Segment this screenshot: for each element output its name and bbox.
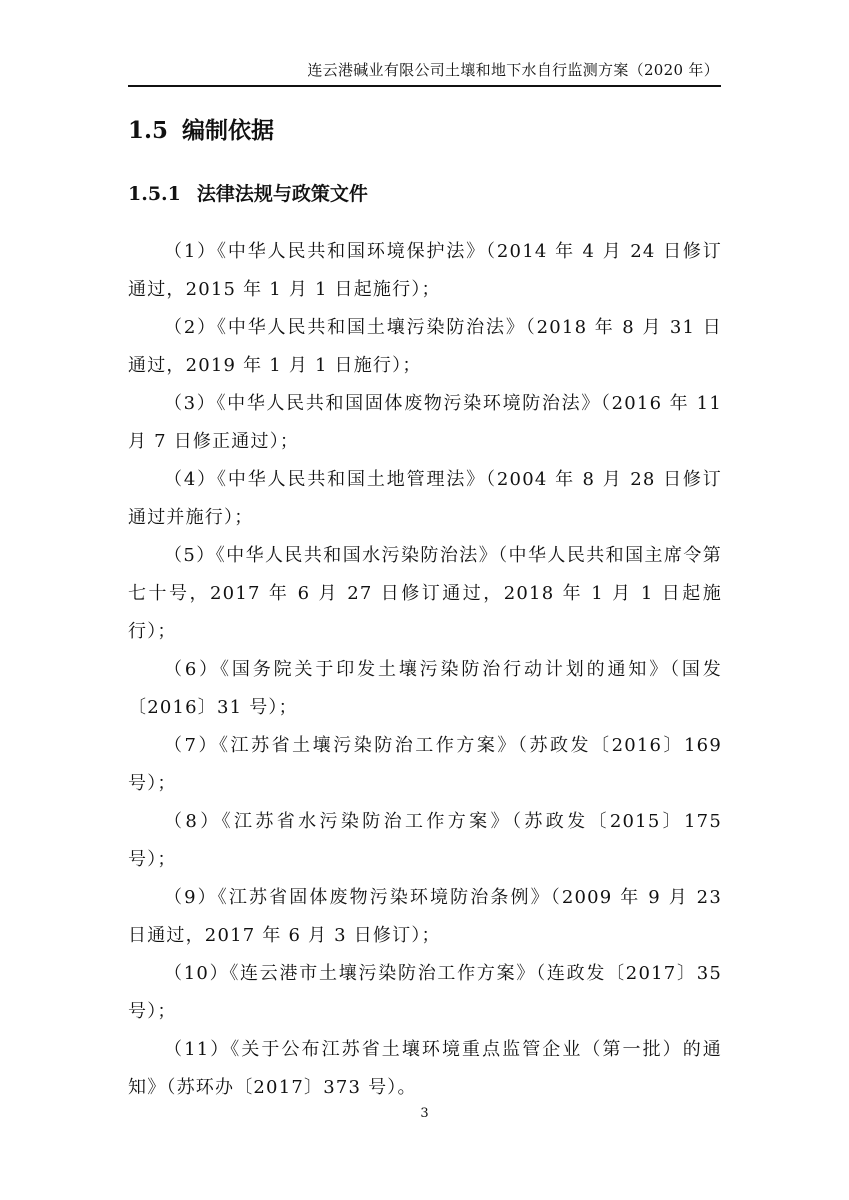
regulation-item-7: （7）《江苏省土壤污染防治工作方案》（苏政发〔2016〕169 号）； xyxy=(128,735,722,794)
subsection-title: 法律法规与政策文件 xyxy=(196,183,368,205)
section-number: 1.5 xyxy=(128,117,169,144)
section-heading xyxy=(128,115,274,147)
regulation-item-6: （6）《国务院关于印发土壤污染防治行动计划的通知》（国发〔2016〕31 号）； xyxy=(128,659,722,718)
running-header: 连云港碱业有限公司土壤和地下水自行监测方案（2020 年） xyxy=(307,61,719,79)
regulation-item-5: （5）《中华人民共和国水污染防治法》（中华人民共和国主席令第七十号，2017 年 6 月 27 日修订通过，2018 年 1 月 1 日起施行）； xyxy=(128,545,722,642)
regulation-item-8: （8）《江苏省水污染防治工作方案》（苏政发〔2015〕175 号）； xyxy=(128,811,722,870)
regulation-list xyxy=(128,233,722,1107)
regulation-item-4: （4）《中华人民共和国土地管理法》（2004 年 8 月 28 日修订通过并施行）； xyxy=(128,469,722,528)
regulation-item-9: （9）《江苏省固体废物污染环境防治条例》（2009 年 9 月 23 日通过，2017 年 6 月 3 日修订）； xyxy=(128,887,722,946)
subsection-number: 1.5.1 xyxy=(128,183,181,205)
header-divider xyxy=(128,85,721,87)
subsection-heading xyxy=(128,180,368,208)
section-title: 编制依据 xyxy=(182,117,275,144)
regulation-item-2: （2）《中华人民共和国土壤污染防治法》（2018 年 8 月 31 日通过，2019 年 1 月 1 日施行）； xyxy=(128,317,722,376)
regulation-item-10: （10）《连云港市土壤污染防治工作方案》（连政发〔2017〕35 号）； xyxy=(128,963,722,1022)
regulation-item-11: （11）《关于公布江苏省土壤环境重点监管企业（第一批）的通知》（苏环办〔2017〕373 号）。 xyxy=(128,1039,722,1098)
regulation-item-3: （3）《中华人民共和国固体废物污染环境防治法》（2016 年 11 月 7 日修正通过）； xyxy=(128,393,722,452)
page-number: 3 xyxy=(420,1106,429,1121)
regulation-item-1: （1）《中华人民共和国环境保护法》（2014 年 4 月 24 日修订通过，2015 年 1 月 1 日起施行）； xyxy=(128,241,722,300)
